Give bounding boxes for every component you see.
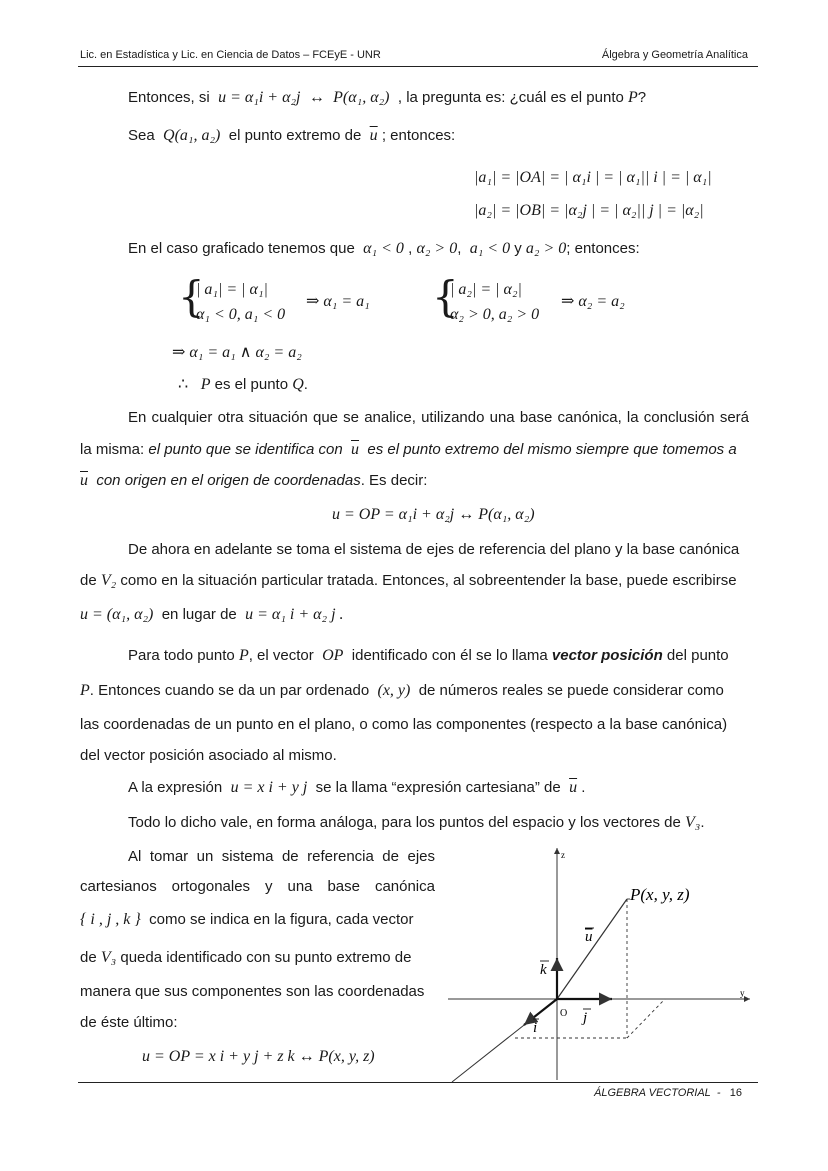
vector-i — [524, 999, 557, 1025]
para2-line2: de V₂ como en la situación particular tratada. Entonces, al sobreentender la base, puede escribirse — [80, 572, 737, 589]
j-label: j — [583, 1010, 588, 1026]
eq-abs-a1: |a₁| = |OA| = | α₁i | = | α₁|| i | = | α₁| — [474, 169, 712, 186]
para2-line1: De ahora en adelante se toma el sistema de ejes de referencia del plano y la base canónica — [128, 541, 740, 558]
coordinate-figure — [440, 840, 760, 1085]
para3-line4: del vector posición asociado al mismo. — [80, 747, 337, 764]
sys2-row1: | a₂| = | α₂| — [450, 281, 522, 298]
z-axis-label: z — [561, 850, 565, 860]
col-line6: de éste último: — [80, 1014, 178, 1031]
header-rule — [78, 66, 758, 67]
col-line2: cartesianos ortogonales y una base canónica — [80, 878, 435, 895]
sys1-result: ⇒ α₁ = a₁ — [306, 293, 370, 310]
eq-final: u = OP = x i + y j + z k ↔ P(x, y, z) — [142, 1048, 375, 1065]
sys2-result: ⇒ α₂ = a₂ — [561, 293, 625, 310]
line-expresion: A la expresión u = x i + y j se la llama “expresión cartesiana” de $\overline{u}$ . — [128, 779, 586, 796]
line-todo: Todo lo dicho vale, en forma análoga, para los puntos del espacio y los vectores de V₃. — [128, 814, 705, 831]
para3-line1: Para todo punto P, el vector OP identificado con él se lo llama vector posición del punto — [128, 647, 729, 664]
sys1-row1: | a₁| = | α₁| — [196, 281, 268, 298]
sys2-row2: α₂ > 0, a₂ > 0 — [450, 306, 540, 323]
para1-line3: $\overline{u}$ con origen en el origen de coordenadas. Es decir: — [80, 472, 428, 489]
u-label: u — [585, 929, 593, 945]
para3-line3: las coordenadas de un punto en el plano, o como las componentes (respecto a la base canónica) — [80, 716, 728, 733]
brace-left-1: { — [178, 272, 205, 321]
page-number: 16 — [729, 1087, 742, 1099]
eq-center: u = OP = α₁i + α₂j ↔ P(α₁, α₂) — [332, 506, 535, 523]
eq-implies: ⇒ α₁ = a₁ ∧ α₂ = a₂ — [172, 344, 302, 361]
brace-left-2: { — [432, 272, 459, 321]
footer: ÁLGEBRA VECTORIAL - 16 — [594, 1087, 742, 1099]
footer-rule — [78, 1082, 758, 1083]
col-line1: Al tomar un sistema de referencia de ejes — [128, 848, 435, 865]
para2-line3: u = (α₁, α₂) en lugar de u = α₁ i + α₂ j . — [80, 606, 344, 623]
header-left: Lic. en Estadística y Lic. en Ciencia de Datos – FCEyE - UNR — [80, 49, 381, 61]
k-label: k — [540, 962, 547, 978]
para1-line1: En cualquier otra situación que se analice, utilizando una base canónica, la conclusión será — [128, 409, 749, 426]
sys1-row2: α₁ < 0, a₁ < 0 — [196, 306, 286, 323]
eq-abs-a2: |a₂| = |OB| = |α₂j | = | α₂|| j | = |α₂| — [474, 202, 704, 219]
col-line3: { i , j , k } como se indica en la figura, cada vector — [80, 911, 414, 928]
line-sea: Sea Q(a₁, a₂) el punto extremo de $\overline{u}$ ; entonces: — [128, 127, 456, 144]
line-entonces: Entonces, si u = α₁i + α₂j ↔ P(α₁, α₂) , la pregunta es: ¿cuál es el punto P? — [128, 89, 647, 106]
col-line4: de V₃ queda identificado con su punto extremo de — [80, 949, 412, 966]
dashed-diag — [627, 999, 665, 1038]
y-axis-label: y — [740, 988, 745, 998]
line-graficado: En el caso graficado tenemos que α₁ < 0 , α₂ > 0, a₁ < 0 y a₂ > 0; entonces: — [128, 240, 640, 257]
vector-u — [557, 899, 627, 999]
para3-line2: P. Entonces cuando se da un par ordenado (x, y) de números reales se puede considerar como — [80, 682, 724, 699]
para1-line2: la misma: el punto que se identifica con $\overline{u}$ es el punto extremo del mismo siempre que tomemos a — [80, 441, 737, 458]
eq-u-alpha: u = α₁i + α₂j — [218, 89, 301, 106]
col-line5: manera que sus componentes son las coordenadas — [80, 983, 425, 1000]
point-label: P(x, y, z) — [630, 885, 690, 904]
i-label: i — [533, 1020, 538, 1036]
header-right: Álgebra y Geometría Analítica — [601, 49, 748, 61]
origin-label: O — [560, 1008, 568, 1019]
line-therefore: ∴ P es el punto Q. — [178, 376, 308, 393]
